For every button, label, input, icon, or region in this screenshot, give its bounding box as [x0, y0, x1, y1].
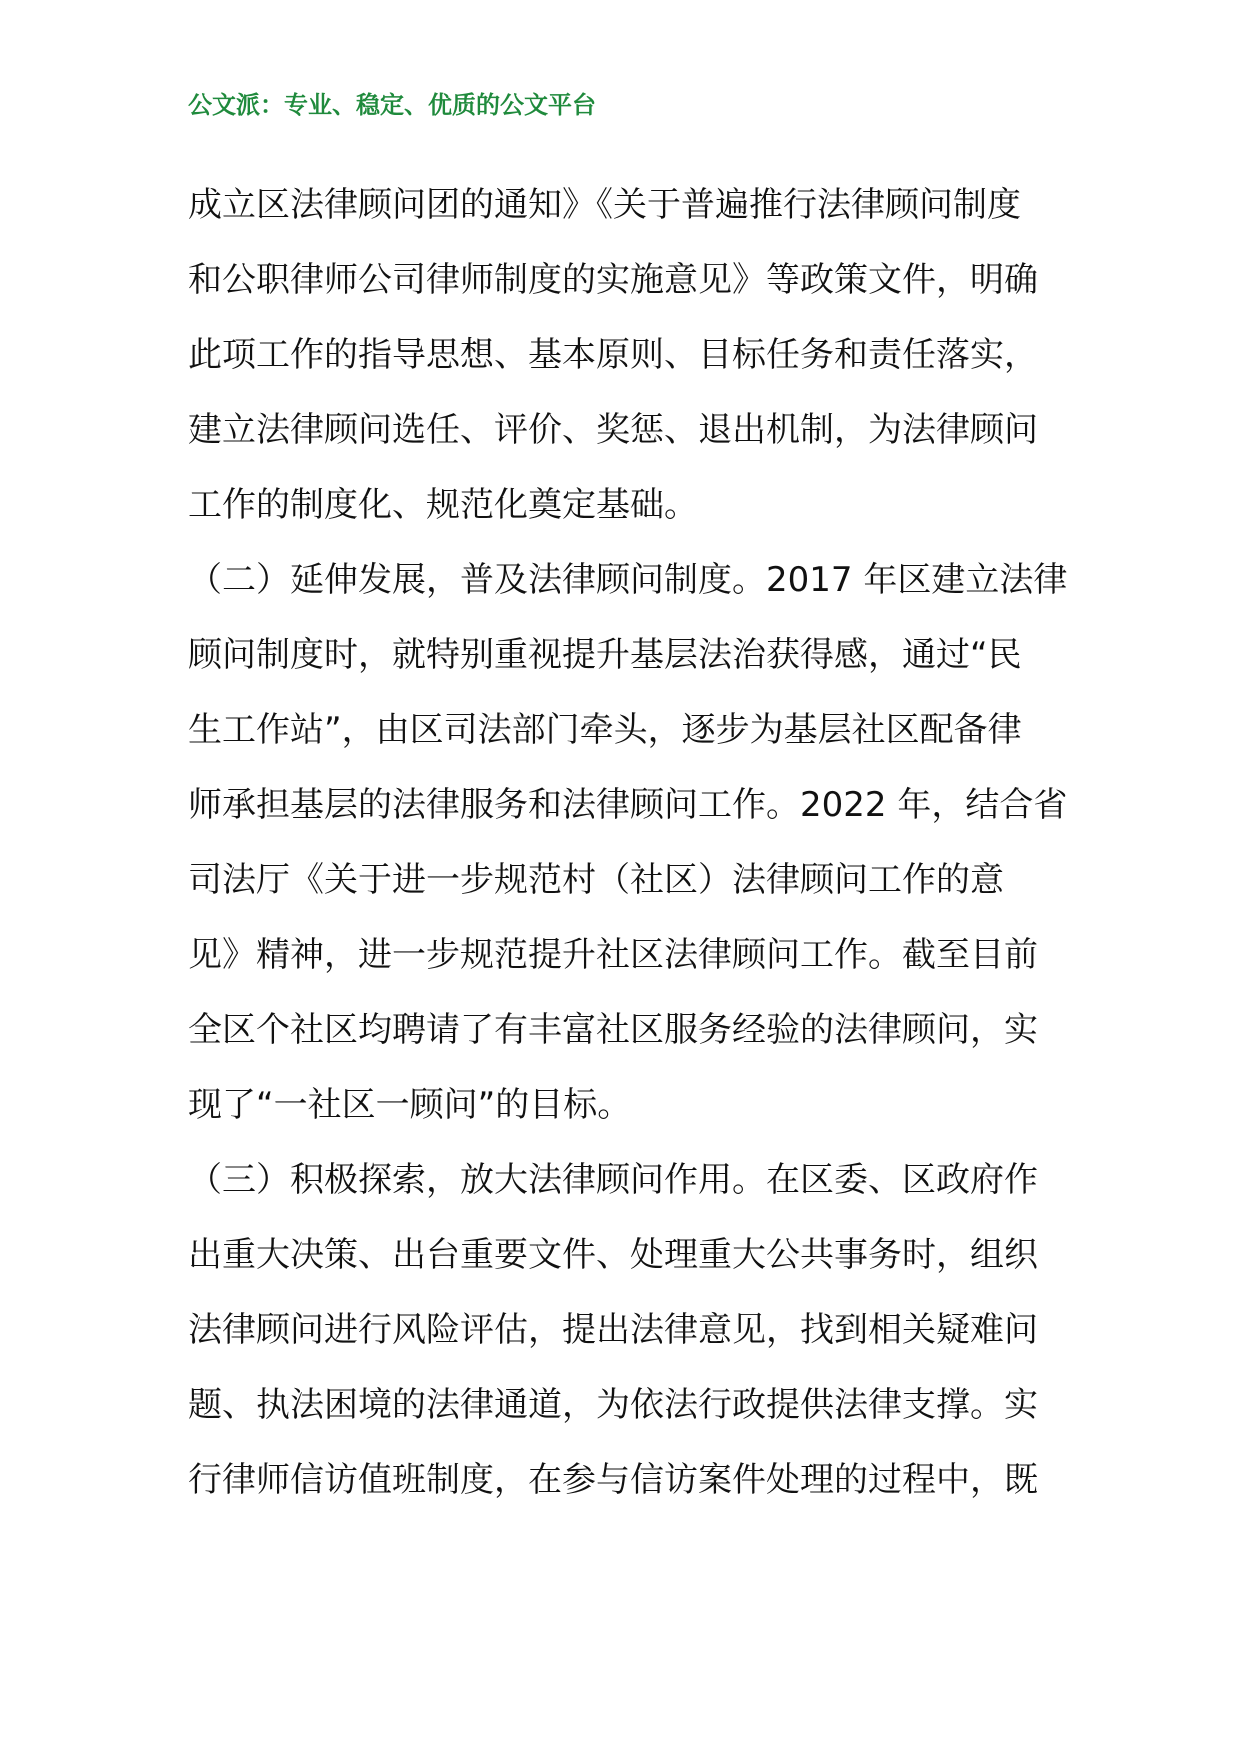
- text-line: 见》精神，进一步规范提升社区法律顾问工作。截至目前: [188, 935, 1038, 975]
- text-line: 全区个社区均聘请了有丰富社区服务经验的法律顾问，实: [188, 1010, 1038, 1050]
- text-line: 工作的制度化、规范化奠定基础。: [188, 485, 698, 525]
- text-line: 法律顾问进行风险评估，提出法律意见，找到相关疑难问: [188, 1310, 1038, 1350]
- text-line: 成立区法律顾问团的通知》《关于普遍推行法律顾问制度: [188, 185, 1021, 225]
- text-line: 师承担基层的法律服务和法律顾问工作。2022 年，结合省: [188, 785, 1068, 825]
- page-header: 公文派：专业、稳定、优质的公文平台: [188, 91, 596, 119]
- text-line: （二）延伸发展，普及法律顾问制度。2017 年区建立法律: [188, 560, 1068, 600]
- text-line: 行律师信访值班制度，在参与信访案件处理的过程中，既: [188, 1460, 1038, 1500]
- text-line: 现了“一社区一顾问”的目标。: [188, 1085, 632, 1125]
- text-line: 出重大决策、出台重要文件、处理重大公共事务时，组织: [188, 1235, 1038, 1275]
- text-line: （三）积极探索，放大法律顾问作用。在区委、区政府作: [188, 1160, 1038, 1200]
- document-body: [188, 168, 1068, 1518]
- text-line: 建立法律顾问选任、评价、奖惩、退出机制，为法律顾问: [188, 410, 1038, 450]
- text-line: 此项工作的指导思想、基本原则、目标任务和责任落实，: [188, 335, 1038, 375]
- text-line: 生工作站”，由区司法部门牵头，逐步为基层社区配备律: [188, 710, 1022, 750]
- text-line: 顾问制度时，就特别重视提升基层法治获得感，通过“民: [188, 635, 1022, 675]
- paragraph: [188, 168, 1058, 543]
- text-line: 题、执法困境的法律通道，为依法行政提供法律支撑。实: [188, 1385, 1038, 1425]
- text-line: 司法厅《关于进一步规范村（社区）法律顾问工作的意: [188, 860, 1004, 900]
- paragraph: [188, 1143, 1058, 1518]
- text-line: 和公职律师公司律师制度的实施意见》等政策文件，明确: [188, 260, 1038, 300]
- paragraph: [188, 543, 1068, 1143]
